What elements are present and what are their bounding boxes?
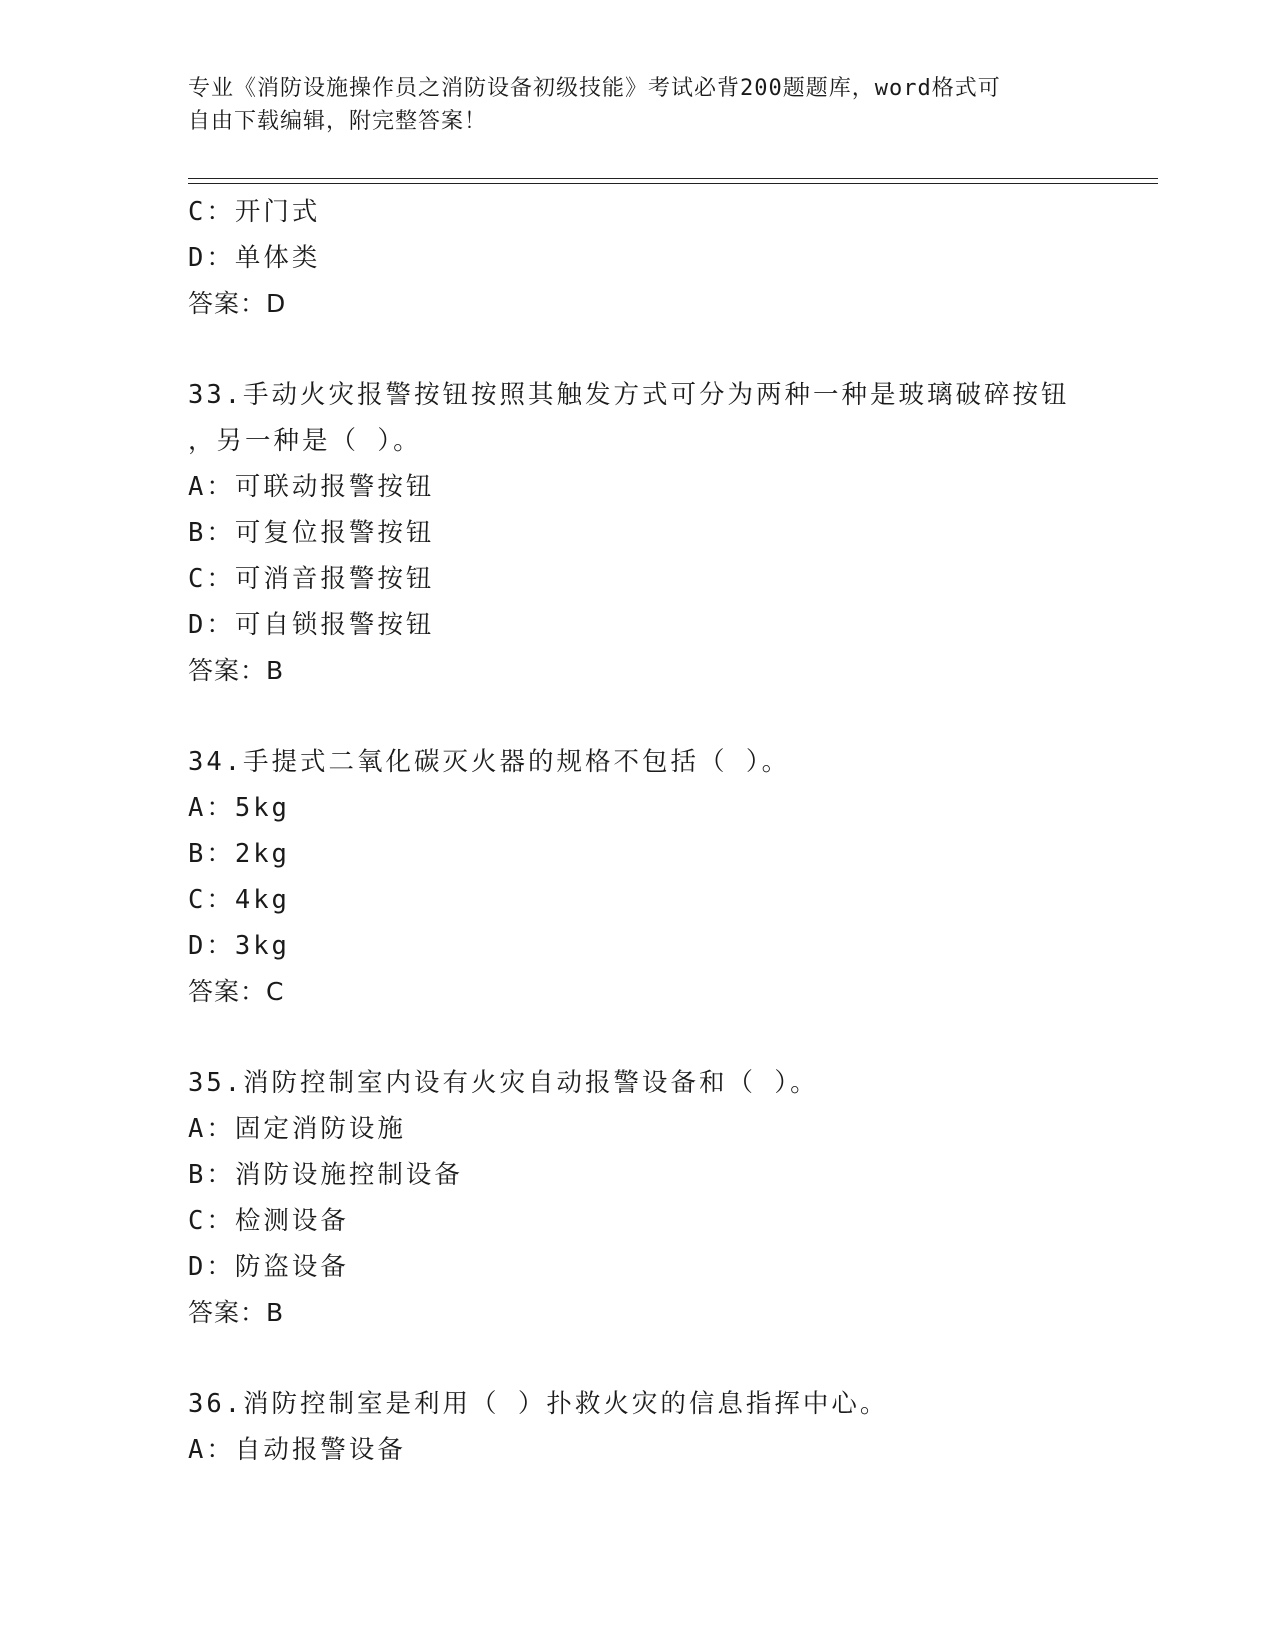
question-text-line-2: ，另一种是（ ）。: [188, 426, 422, 456]
question-34: [188, 739, 1158, 1015]
header-divider-top: [188, 178, 1158, 179]
header-divider-bottom: [188, 183, 1158, 184]
question-33: [188, 372, 1158, 694]
spacer: [188, 1015, 1158, 1060]
question-text-line-1: 34.手提式二氧化碳灭火器的规格不包括（ ）。: [188, 747, 791, 777]
option-c: C：开门式: [188, 197, 321, 227]
question-text-line-1: 35.消防控制室内设有火灾自动报警设备和（ ）。: [188, 1068, 819, 1098]
option-b: B：消防设施控制设备: [188, 1160, 463, 1190]
option-a: A：固定消防设施: [188, 1114, 406, 1144]
spacer: [188, 694, 1158, 739]
question-35: [188, 1060, 1158, 1336]
option-a: A：自动报警设备: [188, 1435, 406, 1465]
option-d: D：单体类: [188, 243, 321, 273]
spacer: [188, 327, 1158, 372]
document-header: [188, 72, 1068, 138]
option-d: D：可自锁报警按钮: [188, 610, 435, 640]
question-32-tail: [188, 189, 1158, 327]
option-c: C：检测设备: [188, 1206, 349, 1236]
option-a: A：5kg: [188, 793, 290, 823]
answer-label: 答案：D: [188, 289, 287, 318]
option-c: C：可消音报警按钮: [188, 564, 435, 594]
question-text-line-1: 33.手动火灾报警按钮按照其触发方式可分为两种一种是玻璃破碎按钮: [188, 380, 1070, 410]
option-b: B：2kg: [188, 839, 290, 869]
answer-label: 答案：C: [188, 977, 285, 1006]
answer-label: 答案：B: [188, 1298, 285, 1327]
header-line-2: 自由下载编辑，附完整答案！: [188, 109, 488, 134]
option-a: A：可联动报警按钮: [188, 472, 435, 502]
option-c: C：4kg: [188, 885, 290, 915]
question-list: [188, 189, 1158, 1473]
option-d: D：防盗设备: [188, 1252, 349, 1282]
option-b: B：可复位报警按钮: [188, 518, 435, 548]
spacer: [188, 1336, 1158, 1381]
question-36: [188, 1381, 1158, 1473]
header-line-1: 专业《消防设施操作员之消防设备初级技能》考试必背200题题库，word格式可: [188, 76, 1001, 101]
answer-label: 答案：B: [188, 656, 285, 685]
question-text-line-1: 36.消防控制室是利用（ ）扑救火灾的信息指挥中心。: [188, 1389, 889, 1419]
option-d: D：3kg: [188, 931, 290, 961]
